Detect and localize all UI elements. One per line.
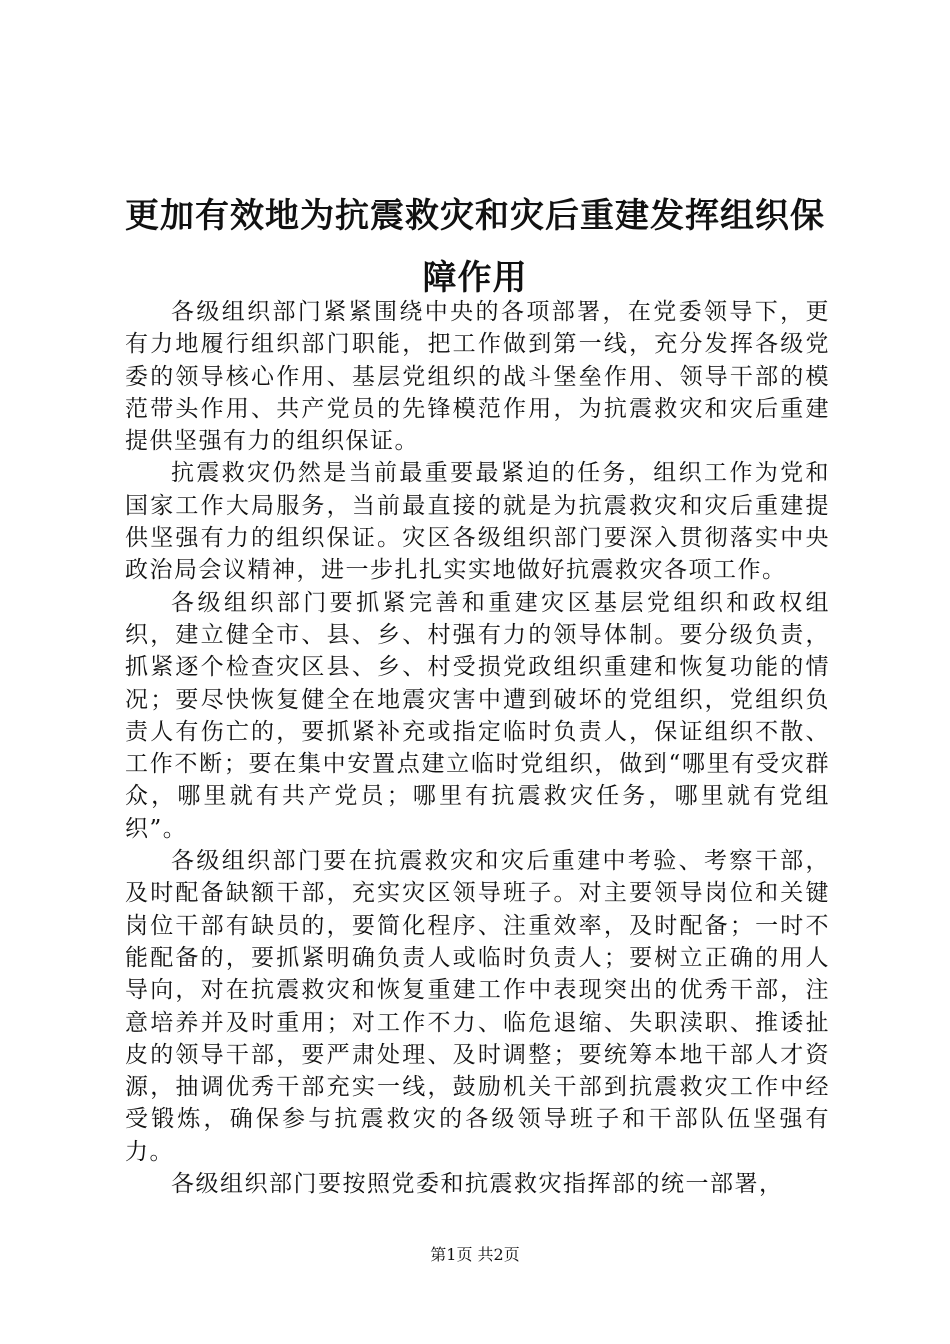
paragraph: 各级组织部门紧紧围绕中央的各项部署，在党委领导下，更有力地履行组织部门职能，把工作做到第一线，充分发挥各级党委的领导核心作用、基层党组织的战斗堡垒作用、领导干部的模范带头作用、共产党员的先锋模范作用，为抗震救灾和灾后重建提供坚强有力的组织保证。 <box>125 299 830 455</box>
paragraph: 各级组织部门要在抗震救灾和灾后重建中考验、考察干部，及时配备缺额干部，充实灾区领导班子。对主要领导岗位和关键岗位干部有缺员的，要简化程序、注重效率，及时配备；一时不能配备的，要抓紧明确负责人或临时负责人；要树立正确的用人导向，对在抗震救灾和恢复重建工作中表现突出的优秀干部，注意培养并及时重用；对工作不力、临危退缩、失职渎职、推诿扯皮的领导干部，要严肃处理、及时调整；要统筹本地干部人才资源，抽调优秀干部充实一线，鼓励机关干部到抗震救灾工作中经受锻炼，确保参与抗震救灾的各级领导班子和干部队伍坚强有力。 <box>125 848 830 1165</box>
paragraph: 各级组织部门要按照党委和抗震救灾指挥部的统一部署， <box>171 1171 784 1198</box>
page-number: 第1页 共2页 <box>430 1245 520 1264</box>
paragraph: 抗震救灾仍然是当前最重要最紧迫的任务，组织工作为党和国家工作大局服务，当前最直接的就是为抗震救灾和灾后重建提供坚强有力的组织保证。灾区各级组织部门要深入贯彻落实中央政治局会议精神，进一步扎扎实实地做好抗震救灾各项工作。 <box>125 460 830 584</box>
document-body <box>125 296 830 1200</box>
document-title: 更加有效地为抗震救灾和灾后重建发挥组织保障作用 <box>125 196 825 298</box>
page-footer <box>0 1244 950 1266</box>
paragraph: 各级组织部门要抓紧完善和重建灾区基层党组织和政权组织，建立健全市、县、乡、村强有力的领导体制。要分级负责，抓紧逐个检查灾区县、乡、村受损党政组织重建和恢复功能的情况；要尽快恢复健全在地震灾害中遭到破坏的党组织，党组织负责人有伤亡的，要抓紧补充或指定临时负责人，保证组织不散、工作不断；要在集中安置点建立临时党组织，做到“哪里有受灾群众，哪里就有共产党员；哪里有抗震救灾任务，哪里就有党组织”。 <box>125 589 830 842</box>
